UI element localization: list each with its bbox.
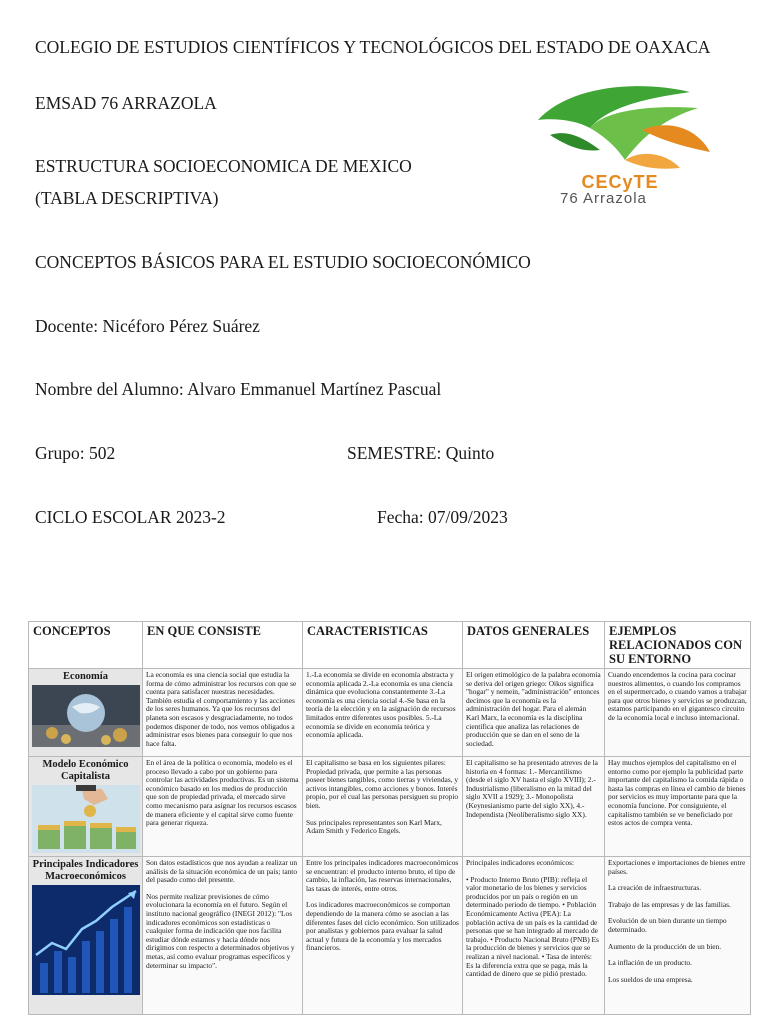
column-header: DATOS GENERALES xyxy=(463,622,605,669)
table-row xyxy=(29,857,751,1015)
growth-chart-icon xyxy=(32,885,140,995)
example-item: Trabajo de las empresas y de las familias. xyxy=(608,899,731,909)
cecyte-logo xyxy=(530,80,730,208)
student-name: Nombre del Alumno: Alvaro Emmanuel Martínez Pascual xyxy=(35,379,442,399)
consiste-cell: En el área de la política o economía, modelo es el proceso llevado a cabo por un gobierno para controlar las actividades productivas. Es un sistema económico basado en los medios de producción que son de propiedad privada, el mercado sirve como mecanismo para asignar los recursos escasos de manera eficiente y el capital sirve como fuente para generar riqueza. xyxy=(143,757,303,857)
semester-label: SEMESTRE: Quinto xyxy=(347,443,495,463)
ejemplos-cell xyxy=(605,857,751,1015)
table-row xyxy=(29,757,751,857)
example-item: Aumento de la producción de un bien. xyxy=(608,941,722,951)
topic-title: CONCEPTOS BÁSICOS PARA EL ESTUDIO SOCIOECONÓMICO xyxy=(35,252,531,272)
campus-name: EMSAD 76 ARRAZOLA xyxy=(35,93,217,113)
globe-coins-icon xyxy=(32,685,140,747)
paragraph: Son datos estadísticos que nos ayudan a realizar un análisis de la situación económica de un país; tanto del pasado como del presente. xyxy=(146,858,298,885)
column-header: EN QUE CONSISTE xyxy=(143,622,303,669)
group-label: Grupo: 502 xyxy=(35,443,116,463)
example-item: Los sueldos de una empresa. xyxy=(608,974,693,984)
paragraph: Entre los principales indicadores macroeconómicos se encuentran: el producto interno bruto, el tipo de cambio, la inflación, las reservas internacionales, las tasas de interés, entre otros. xyxy=(306,858,459,893)
paragraph: Principales indicadores económicos: xyxy=(466,858,574,867)
concept-label: Modelo Económico Capitalista xyxy=(42,759,129,782)
caracteristicas-cell xyxy=(303,857,463,1015)
hand-money-icon xyxy=(32,785,140,853)
teacher-name: Docente: Nicéforo Pérez Suárez xyxy=(35,316,260,336)
table-row xyxy=(29,669,751,757)
logo-wordmark: CECyTE xyxy=(581,172,659,192)
document-type: (TABLA DESCRIPTIVA) xyxy=(35,188,219,208)
column-header: EJEMPLOS RELACIONADOS CON SU ENTORNO xyxy=(605,622,751,669)
paragraph: Nos permite realizar previsiones de cómo evolucionara la economía en el futuro. Según el instituto nacional geográfico (INEGI 2012): "Los indicadores económicos son estadísticas o cualquier forma de indicación que nos facilita estudiar dónde estamos y hacia dónde nos dirigimos con respecto a determinados objetivos y metas, así como evaluar programas específicos y determinar su impacto". xyxy=(146,891,295,970)
example-item: Exportaciones e importaciones de bienes entre países. xyxy=(608,858,746,876)
leaf-emblem-icon xyxy=(530,80,730,175)
paragraph: Sus principales representantes son Karl Marx, Adam Smith y Federico Engels. xyxy=(306,817,442,836)
example-item: Evolución de un bien durante un tiempo determinado. xyxy=(608,916,727,934)
paragraph: El capitalismo se basa en los siguientes pilares: Propiedad privada, que permite a las personas poseer bienes tangibles, como tierras y viviendas, y activos intangibles, como acciones y bonos. Interés propio, por el cual las personas persiguen su propio bien. xyxy=(306,758,459,810)
paragraph: • Producto Interno Bruto (PIB): refleja el valor monetario de los bienes y servicios producidos por un país o región en un determinado periodo de tiempo. • Población Económicamente Activa (PEA): La población activa de un país es la cantidad de personas que se han integrado al mercado de trabajo. • Producto Nacional Bruto (PNB) Es la producción de bienes y servicios que se realizan a nivel nacional. • Tasa de interés: Es la diferencia extra que se paga, más la cantidad de dinero que se pidió prestado. xyxy=(466,874,599,979)
datos-cell: El capitalismo se ha presentado atreves de la historia en 4 formas: 1.- Mercantilismo (desde el siglo XV hasta el siglo XVIII); 2.- Industrialismo (liberalismo en la mitad del siglo XVII a 1929); 3.- Monopolista (Keynesianismo parte del siglo XX), 4.- Independista (Neoliberalismo siglo XX). xyxy=(463,757,605,857)
caracteristicas-cell: 1.-La economía se divide en economía abstracta y economía aplicada 2.-La economía es una ciencia dinámica que evoluciona constantemente 3.-La economía es una ciencia social 4.-Se basa en la teoría de la elección y en la asignación de recursos limitados entre diferentes usos posibles. 5.-La economía se divide en economía teórica y economía aplicada. xyxy=(303,669,463,757)
school-name: COLEGIO DE ESTUDIOS CIENTÍFICOS Y TECNOLÓGICOS DEL ESTADO DE OAXACA xyxy=(35,37,711,57)
consiste-cell: La economía es una ciencia social que estudia la forma de cómo administrar los recursos con que se cuenta para satisfacer nuestras necesidades. También estudia el comportamiento y las acciones de los seres humanos. Ya que los recursos del planeta son escasos y desgraciadamente, no todos podemos disponer de todo, nos vemos obligados a administrar esos bienes para conseguir lo que nos hace falta. xyxy=(143,669,303,757)
concept-cell xyxy=(29,857,143,1015)
ejemplos-cell: Hay muchos ejemplos del capitalismo en el entorno como por ejemplo la publicidad parte importante del capitalismo la comida rápida o hasta las compras en línea el cambio de bienes por servicios es muy importante para que la economía funcione. Por consiguiente, el capitalismo también se ve beneficiado por estos actos de compra venta. xyxy=(605,757,751,857)
ejemplos-cell: Cuando encendemos la cocina para cocinar nuestros alimentos, o cuando los compramos en el supermercado, o cuando vamos a trabajar para que otros bienes y servicios se produzcan, estamos participando en el gigantesco circuito de la economía local e incluso internacional. xyxy=(605,669,751,757)
example-item: La inflación de un producto. xyxy=(608,958,692,968)
descriptive-table xyxy=(28,621,751,1015)
school-cycle: CICLO ESCOLAR 2023-2 xyxy=(35,507,226,527)
datos-cell xyxy=(463,857,605,1015)
consiste-cell xyxy=(143,857,303,1015)
example-item: La creación de infraestructuras. xyxy=(608,883,702,893)
paragraph: Los indicadores macroeconómicos se comportan dependiendo de la manera cómo se asocian a las diferentes fases del ciclo económico. Son utilizados por analistas y gobiernos para evaluar la salud actual y futura de la economía y los mercados financieros. xyxy=(306,900,459,953)
concept-label: Economía xyxy=(63,671,108,682)
date-label: Fecha: 07/09/2023 xyxy=(377,507,508,527)
concept-cell xyxy=(29,669,143,757)
table-header-row xyxy=(29,622,751,669)
concept-cell xyxy=(29,757,143,857)
column-header: CONCEPTOS xyxy=(29,622,143,669)
subject-title: ESTRUCTURA SOCIOECONOMICA DE MEXICO xyxy=(35,156,412,176)
logo-subtitle: 76 Arrazola xyxy=(560,190,647,207)
concept-label: Principales Indicadores Macroeconómicos xyxy=(32,859,139,882)
column-header: CARACTERISTICAS xyxy=(303,622,463,669)
datos-cell: El origen etimológico de la palabra economía se deriva del origen griego: Oikos significa "hogar" y nemein, "administración" entonces decimos que la economía es la administración del hogar. Para el alemán Karl Marx, la economía es la disciplina científica que analiza las relaciones de producción que se dan en el seno de la sociedad. xyxy=(463,669,605,757)
caracteristicas-cell xyxy=(303,757,463,857)
